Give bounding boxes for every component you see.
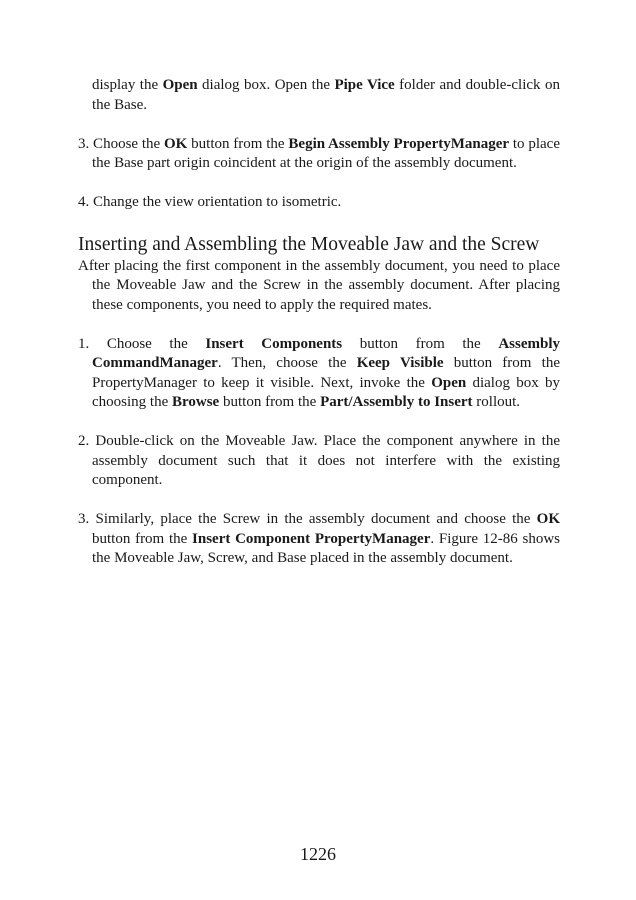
text-run: folder and double-click on the Base. <box>92 77 560 113</box>
text-run: . Figure 12-86 shows the Moveable Jaw, Screw, and Base placed in the assembly document. <box>92 530 560 566</box>
bold-term-keep-visible: Keep Visible <box>356 355 444 371</box>
text-run: 3. Choose the <box>78 135 164 152</box>
continued-paragraph <box>78 76 560 115</box>
bold-term-pipe-vice: Pipe Vice <box>334 77 395 93</box>
step-4-view-orientation <box>78 193 560 213</box>
bold-term-open: Open <box>431 374 467 391</box>
text-run: button from the <box>342 335 499 352</box>
text-run: dialog box. Open the <box>197 77 335 93</box>
bold-term-begin-assembly-propertymanager: Begin Assembly PropertyManager <box>288 135 510 152</box>
text-run: . Then, choose the <box>217 355 357 371</box>
section-heading: Inserting and Assembling the Moveable Jaw and the Screw <box>78 233 540 255</box>
intro-paragraph: After placing the first component in the assembly document, you need to place the Moveable Jaw and the Screw in the assembly document. After placing these components, you need to apply the required mates. <box>78 257 560 313</box>
bold-term-insert-component-propertymanager: Insert Component PropertyManager <box>192 530 431 547</box>
text-run: to place the Base part origin coincident at the origin of the assembly document. <box>92 135 560 171</box>
text-run: button from the <box>219 394 321 410</box>
bold-term-open: Open <box>162 77 198 93</box>
text-run: 1. Choose the <box>78 335 206 352</box>
step-3-screw <box>78 510 560 569</box>
step-3-begin-assembly <box>78 135 560 174</box>
page-number: 1226 <box>300 844 336 864</box>
text-run: 2. Double-click on the Moveable Jaw. Place the component anywhere in the assembly document such that it does not interfere with the existing component. <box>78 433 560 488</box>
text-run: display the <box>92 77 163 93</box>
step-2-moveable-jaw <box>78 432 560 491</box>
step-1-insert-components <box>78 335 560 413</box>
bold-term-ok: OK <box>164 135 188 152</box>
text-run: button from the PropertyManager to keep it visible. Next, invoke the <box>92 355 560 391</box>
bold-term-insert-components: Insert Components <box>205 335 343 352</box>
text-run: button from the <box>187 135 289 152</box>
bold-term-part-assembly-to-insert: Part/Assembly to Insert <box>320 394 473 410</box>
text-run: dialog box by choosing the <box>92 374 560 410</box>
bold-term-ok: OK <box>536 511 560 527</box>
text-run: button from the <box>92 530 193 547</box>
text-run: 4. Change the view orientation to isometric. <box>78 194 342 210</box>
text-run: 3. Similarly, place the Screw in the assembly document and choose the <box>78 511 537 527</box>
text-run: rollout. <box>472 394 521 410</box>
bold-term-assembly-commandmanager: Assembly CommandManager <box>92 335 560 371</box>
page-content <box>78 76 560 569</box>
bold-term-browse: Browse <box>172 394 220 410</box>
